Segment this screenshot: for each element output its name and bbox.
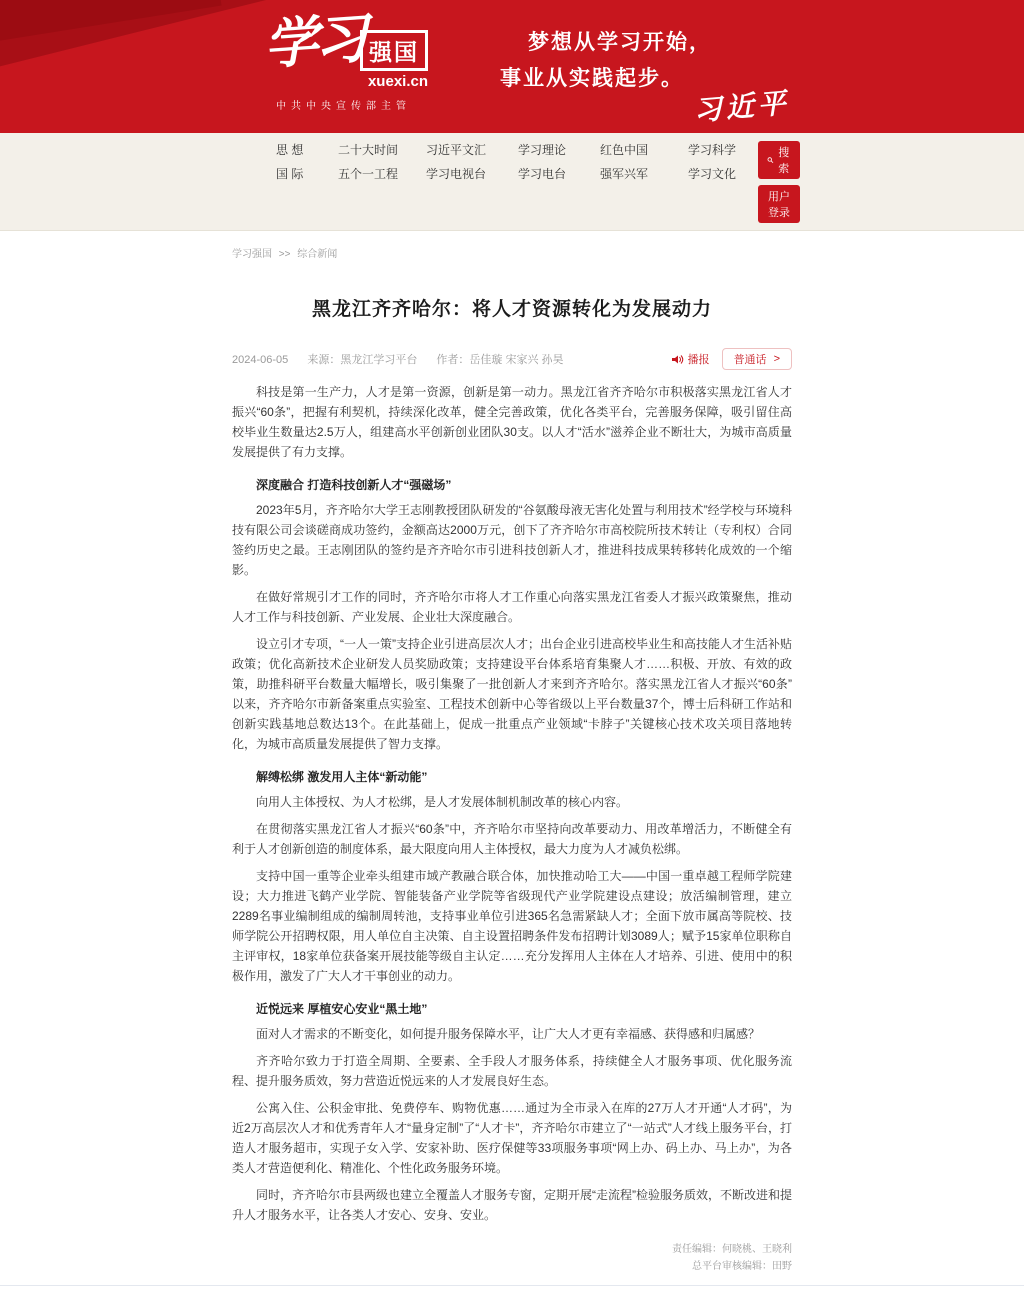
article-source: 来源：黑龙江学习平台 <box>307 354 418 366</box>
logo-tagline: 中共中央宣传部主管 <box>276 101 411 112</box>
breadcrumb <box>232 245 792 260</box>
logo-boxed-text: 强国 <box>360 30 428 71</box>
main-navigation <box>0 133 1024 231</box>
nav-row-1 <box>276 141 758 158</box>
nav-item[interactable]: 学习科学 <box>688 143 737 157</box>
article-paragraph: 面对人才需求的不断变化，如何提升服务保障水平，让广大人才更有幸福感、获得感和归属感？ <box>256 1027 761 1041</box>
masthead-slogan <box>492 26 792 133</box>
nav-item[interactable]: 强军兴军 <box>600 167 649 181</box>
article-paragraph: 齐齐哈尔致力于打造全周期、全要素、全手段人才服务体系，持续健全人才服务事项、优化服务流程、提升服务质效，努力营造近悦远来的人才发展良好生态。 <box>232 1054 792 1088</box>
article-body <box>232 382 792 1225</box>
logo-domain-text: xuexi.cn <box>367 73 428 90</box>
article-authors: 作者：岳佳璇 宋家兴 孙昊 <box>436 354 564 366</box>
language-select-button[interactable] <box>722 348 792 370</box>
nav-item[interactable]: 学习电台 <box>518 167 567 181</box>
article-footer <box>232 1241 792 1275</box>
review-editor-credit: 总平台审核编辑：田野 <box>692 1261 792 1272</box>
page-bottom-divider <box>0 1285 1024 1291</box>
logo-script-text: 学习 <box>261 5 367 77</box>
article-paragraph: 2023年5月，齐齐哈尔大学王志刚教授团队研发的“谷氨酸母液无害化处置与利用技术”经学校与环境科技有限公司会谈磋商成功签约，金额高达2000万元，创下了齐齐哈尔市高校院所技术转让（专利权）合同签约历史之最。王志刚团队的签约是齐齐哈尔市引进科技创新人才，推进科技成果转移转化成效的一个缩影。 <box>232 503 792 577</box>
broadcast-button[interactable] <box>671 351 710 367</box>
article-date: 2024-06-05 <box>232 354 289 366</box>
editor-credit: 责任编辑：何晓桃、王晓利 <box>672 1244 792 1255</box>
nav-row-2 <box>276 165 758 182</box>
search-button[interactable] <box>758 141 800 179</box>
slogan-line-2: 事业从实践起步。 <box>500 65 684 90</box>
nav-item[interactable]: 学习文化 <box>688 167 737 181</box>
nav-item[interactable]: 二十大时间 <box>338 143 399 157</box>
chevron-right-icon: > <box>773 353 780 365</box>
masthead <box>0 0 1024 133</box>
article-paragraph: 设立引才专项，“一人一策”支持企业引进高层次人才；出台企业引进高校毕业生和高技能人才生活补贴政策；优化高新技术企业研发人员奖励政策；支持建设平台体系培育集聚人才……积极、开放、有效的政策，助推科研平台数量大幅增长，吸引集聚了一批创新人才来到齐齐哈尔。落实黑龙江省人才振兴“60条”以来，齐齐哈尔市新备案重点实验室、工程技术创新中心等省级以上平台数量37个，博士后科研工作站和创新实践基地总数达13个。在此基础上，促成一批重点产业领域“卡脖子”关键核心技术攻关项目落地转化，为城市高质量发展提供了智力支撑。 <box>232 637 792 751</box>
language-label: 普通话 <box>733 354 767 366</box>
nav-item[interactable]: 思 想 <box>276 143 304 157</box>
login-button[interactable] <box>758 185 800 223</box>
article-paragraph: 向用人主体授权、为人才松绑，是人才发展体制机制改革的核心内容。 <box>256 795 629 809</box>
search-button-label: 搜索 <box>778 147 790 175</box>
nav-item[interactable]: 习近平文汇 <box>426 143 487 157</box>
article-paragraph: 科技是第一生产力，人才是第一资源，创新是第一动力。黑龙江省齐齐哈尔市积极落实黑龙江省人才振兴“60条”，把握有利契机，持续深化改革，健全完善政策，优化各类平台，完善服务保障，吸引留住高校毕业生数量达2.5万人，组建高水平创新创业团队30支。以人才“活水”滋养企业不断壮大，为城市高质量发展提供了有力支撑。 <box>232 385 792 459</box>
breadcrumb-home[interactable]: 学习强国 <box>232 249 272 260</box>
slogan-line-1: 梦想从学习开始， <box>528 29 712 54</box>
article-paragraph: 在做好常规引才工作的同时，齐齐哈尔市将人才工作重心向落实黑龙江省委人才振兴政策聚焦，推动人才工作与科技创新、产业发展、企业壮大深度融合。 <box>232 590 792 624</box>
article-paragraph: 公寓入住、公积金审批、免费停车、购物优惠……通过为全市录入在库的27万人才开通“人才码”，为近2万高层次人才和优秀青年人才“量身定制”了“人才卡”，齐齐哈尔市建立了“一站式”人才线上服务平台，打造人才服务超市，实现子女入学、安家补助、医疗保健等33项服务事项“网上办、码上办、马上办”，为各类人才营造便利化、精准化、个性化政务服务环境。 <box>232 1101 792 1175</box>
signature-calligraphy: 习近平 <box>692 86 792 128</box>
speaker-icon <box>671 354 684 365</box>
nav-item[interactable]: 国 际 <box>276 167 304 181</box>
nav-item[interactable]: 红色中国 <box>600 143 649 157</box>
article-paragraph: 在贯彻落实黑龙江省人才振兴“60条”中，齐齐哈尔市坚持向改革要动力、用改革增活力，不断健全有利于人才创新创造的制度体系，最大限度向用人主体授权，最大力度为人才减负松绑。 <box>232 822 792 856</box>
nav-item[interactable]: 学习理论 <box>518 143 567 157</box>
nav-item[interactable]: 学习电视台 <box>426 167 487 181</box>
section-heading: 深度融合 打造科技创新人才“强磁场” <box>256 478 452 492</box>
article-paragraph: 同时，齐齐哈尔市县两级也建立全覆盖人才服务专窗，定期开展“走流程”检验服务质效，不断改进和提升人才服务水平，让各类人才安心、安身、安业。 <box>232 1188 792 1222</box>
article-paragraph: 支持中国一重等企业牵头组建市域产教融合联合体，加快推动哈工大——中国一重卓越工程师学院建设；大力推进飞鹤产业学院、智能装备产业学院等省级现代产业学院建设点建设；放活编制管理，建立2289名事业编制组成的编制周转池，支持事业单位引进365名急需紧缺人才；全面下放市属高等院校、技师学院公开招聘权限，用人单位自主决策、自主设置招聘条件发布招聘计划3089人；赋予15家单位职称自主评审权，18家单位获备案开展技能等级自主认定……充分发挥用人主体在人才培养、引进、使用中的积极作用，激发了广大人才干事创业的动力。 <box>232 869 792 983</box>
nav-item[interactable]: 五个一工程 <box>338 167 399 181</box>
breadcrumb-separator: >> <box>278 249 291 260</box>
section-heading: 近悦远来 厚植安心安业“黑土地” <box>256 1002 428 1016</box>
article-title: 黑龙江齐齐哈尔：将人才资源转化为发展动力 <box>311 299 712 320</box>
login-button-label: 用户登录 <box>768 191 790 219</box>
breadcrumb-current[interactable]: 综合新闻 <box>297 249 338 260</box>
article-meta <box>232 348 792 370</box>
broadcast-label: 播报 <box>687 354 710 366</box>
search-icon <box>767 155 774 165</box>
section-heading: 解缚松绑 激发用人主体“新动能” <box>256 770 428 784</box>
site-logo[interactable] <box>261 5 428 112</box>
